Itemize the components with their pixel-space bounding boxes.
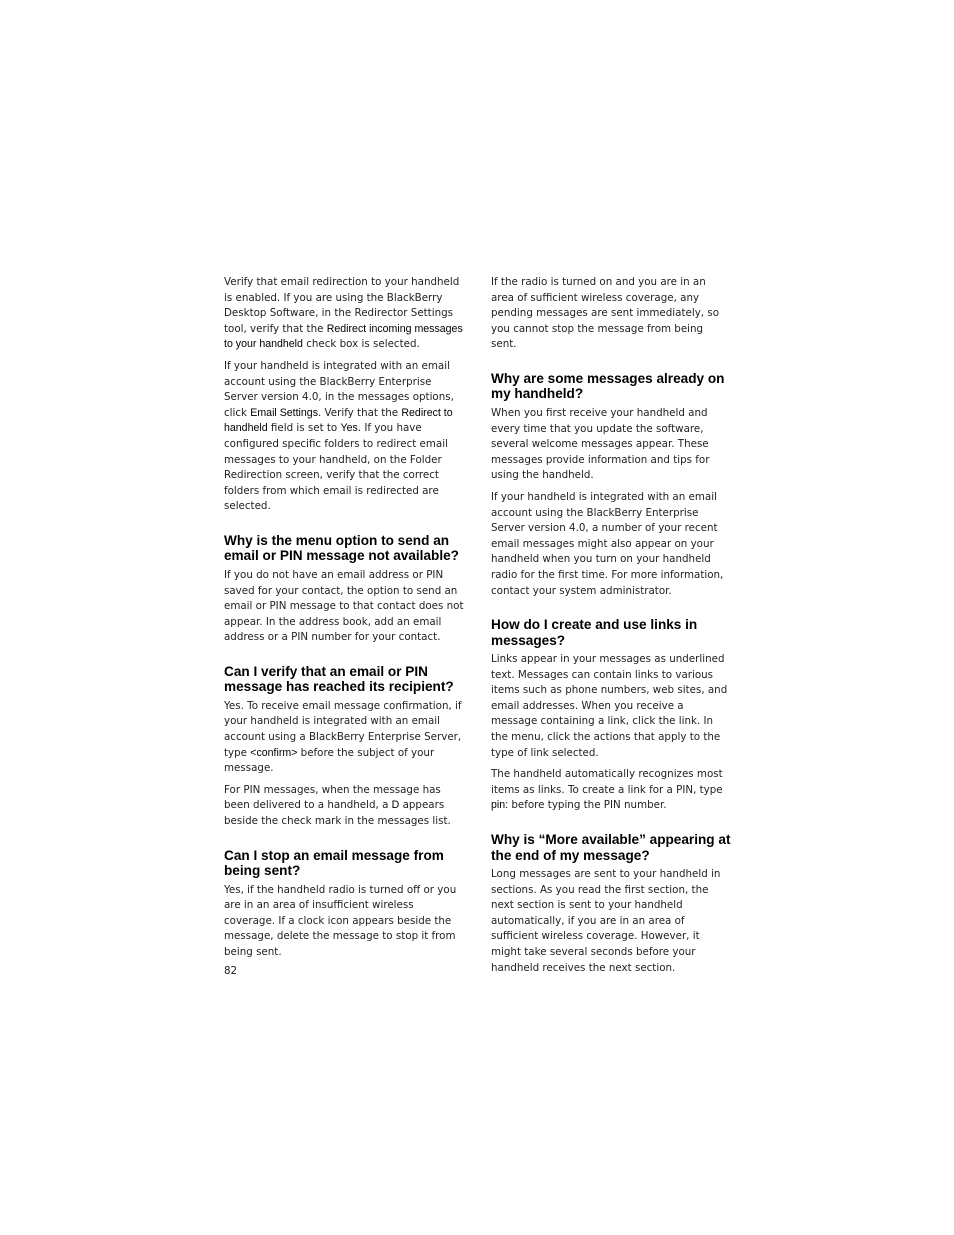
paragraph: The handheld automatically recognizes most items as links. To create a link for a PIN, type pin: before typing the PIN number.: [491, 768, 723, 812]
paragraph: If you do not have an email address or PIN saved for your contact, the option to send an email or PIN message to that contact does not appear. In the address book, add an email address or a PIN number for your contact.: [224, 568, 464, 644]
ui-label-d: D: [391, 799, 400, 812]
paragraph: If your handheld is integrated with an email account using the BlackBerry Enterprise Server version 4.0, in the messages options, click Email Settings. Verify that the Redirect to handheld field is set to Yes. If you have configured specific folders to redirect email messages to your handheld, on the Folder Redirection screen, verify that the correct folders from which email is redirected are selected.: [224, 359, 454, 513]
ui-label-yes: Yes: [340, 422, 358, 435]
paragraph: Verify that email redirection to your handheld is enabled. If you are using the BlackBerry Desktop Software, in the Redirector Settings tool, verify that the Redirect incoming messages to your handheld check box is selected.: [224, 276, 463, 351]
paragraph: For PIN messages, when the message has been delivered to a handheld, a D appears beside the check mark in the messages list.: [224, 783, 451, 828]
section-heading: Can I stop an email message from being sent?: [224, 847, 444, 879]
right-column: [491, 275, 731, 982]
paragraph: Long messages are sent to your handheld in sections. As you read the first section, the next section is sent to your handheld automatically, if you are in an area of sufficient wireless coverage. However, it might take several seconds before your handheld receives the next section.: [491, 868, 721, 974]
paragraph: Yes. To receive email message confirmation, if your handheld is integrated with an email account using a BlackBerry Enterprise Server, type <confirm> before the subject of your message.: [224, 699, 462, 775]
ui-label-pin: pin:: [491, 799, 509, 812]
section-heading: Why is “More available” appearing at the end of my message?: [491, 832, 731, 863]
left-column: [224, 275, 464, 967]
paragraph: When you first receive your handheld and every time that you update the software, several welcome messages appear. These messages provide information and tips for using the handheld.: [491, 406, 710, 482]
ui-label-redirect-incoming: Redirect incoming messages to your handheld: [224, 322, 463, 351]
section-heading: Why is the menu option to send an email or PIN message not available?: [224, 532, 459, 564]
paragraph: Yes, if the handheld radio is turned off or you are in an area of insufficient wireless coverage. If a clock icon appears beside the message, delete the message to stop it from being sent.: [224, 883, 457, 958]
ui-label-redirect-to-handheld: Redirect to handheld: [224, 406, 453, 435]
section-heading: Why are some messages already on my handheld?: [491, 370, 725, 402]
ui-label-confirm: <confirm>: [250, 746, 298, 759]
page-number: 82: [224, 965, 238, 977]
paragraph: If the radio is turned on and you are in an area of sufficient wireless coverage, any pending messages are sent immediately, so you cannot stop the message from being sent.: [491, 276, 720, 351]
paragraph: Links appear in your messages as underlined text. Messages can contain links to various items such as phone numbers, web sites, and email addresses. When you receive a message containing a link, click the link. In the menu, click the actions that apply to the type of link selected.: [491, 653, 728, 759]
section-heading: Can I verify that an email or PIN message has reached its recipient?: [224, 663, 454, 695]
paragraph: If your handheld is integrated with an email account using the BlackBerry Enterprise Server version 4.0, a number of your recent email messages might also appear on your handheld when you turn on your handheld radio for the first time. For more information, contact your system administrator.: [491, 490, 724, 597]
ui-label-email-settings: Email Settings: [250, 406, 318, 419]
section-heading: How do I create and use links in messages?: [491, 617, 698, 648]
